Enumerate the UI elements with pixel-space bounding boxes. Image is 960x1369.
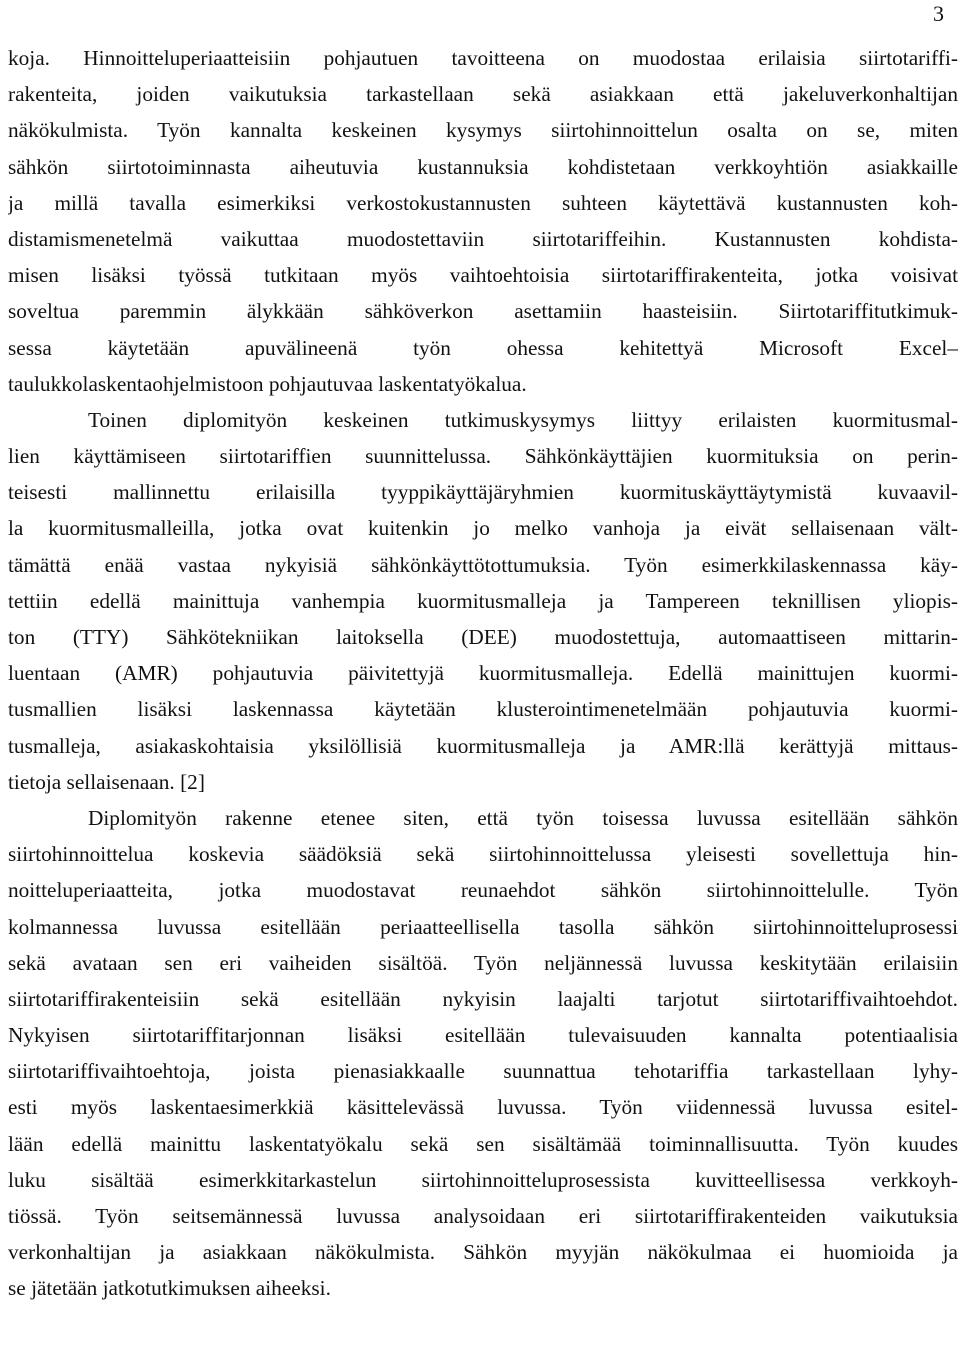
- text-line: kolmannessa luvussa esitellään periaatteellisella tasolla sähkön siirtohinnoitteluprosessi: [8, 914, 958, 939]
- text-line: ja millä tavalla esimerkiksi verkostokustannusten suhteen käytettävä kustannusten koh-: [8, 190, 958, 215]
- text-line: la kuormitusmalleilla, jotka ovat kuitenkin jo melko vanhoja ja eivät sellaisenaan vält-: [8, 516, 958, 541]
- text-line: siirtotariffivaihtoehtoja, joista pienasiakkaalle suunnattua tehotariffia tarkastellaan lyhy-: [8, 1059, 958, 1084]
- text-line: tämättä enää vastaa nykyisiä sähkönkäyttötottumuksia. Työn esimerkkilaskennassa käy-: [8, 552, 958, 577]
- text-line: tusmalleja, asiakaskohtaisia yksilöllisiä kuormitusmalleja ja AMR:llä kerättyjä mittaus-: [8, 733, 958, 758]
- text-line: lään edellä mainittu laskentatyökalu sekä sen sisältämää toiminnallisuutta. Työn kuudes: [8, 1131, 958, 1156]
- text-line: misen lisäksi työssä tutkitaan myös vaihtoehtoisia siirtotariffirakenteita, jotka voisivat: [8, 263, 958, 288]
- page-number: 3: [933, 1, 944, 26]
- text-line: siirtohinnoittelua koskevia säädöksiä sekä siirtohinnoittelussa yleisesti sovellettuja hin-: [8, 842, 958, 867]
- text-line: näkökulmista. Työn kannalta keskeinen kysymys siirtohinnoittelun osalta on se, miten: [8, 118, 958, 143]
- text-line: Diplomityön rakenne etenee siten, että työn toisessa luvussa esitellään sähkön: [88, 805, 958, 830]
- text-line: verkonhaltijan ja asiakkaan näkökulmista. Sähkön myyjän näkökulmaa ei huomioida ja: [8, 1240, 958, 1265]
- text-line: sessa käytetään apuvälineenä työn ohessa kehitettyä Microsoft Excel–: [8, 335, 958, 360]
- text-line: rakenteita, joiden vaikutuksia tarkastellaan sekä asiakkaan että jakeluverkonhaltijan: [8, 82, 958, 107]
- paragraph-load-models: [8, 402, 958, 800]
- document-body: [8, 40, 958, 1307]
- text-line: taulukkolaskentaohjelmistoon pohjautuvaa laskentatyökalua.: [8, 371, 527, 396]
- paragraph-structure: [8, 800, 958, 1307]
- text-line: se jätetään jatkotutkimuksen aiheeksi.: [8, 1276, 331, 1301]
- text-line: luentaan (AMR) pohjautuvia päivitettyjä kuormitusmalleja. Edellä mainittujen kuormi-: [8, 661, 958, 686]
- text-line: tettiin edellä mainittuja vanhempia kuormitusmalleja ja Tampereen teknillisen yliopis-: [8, 588, 958, 613]
- text-line: tiössä. Työn seitsemännessä luvussa analysoidaan eri siirtotariffirakenteiden vaikutuksia: [8, 1204, 958, 1228]
- text-line: sekä avataan sen eri vaiheiden sisältöä. Työn neljännessä luvussa keskitytään erilaisiin: [8, 950, 958, 975]
- text-line: ton (TTY) Sähkötekniikan laitoksella (DEE) muodostettuja, automaattiseen mittarin-: [8, 625, 958, 649]
- text-line: distamismenetelmä vaikuttaa muodostettaviin siirtotariffeihin. Kustannusten kohdista-: [8, 226, 958, 251]
- text-line: tusmallien lisäksi laskennassa käytetään klusterointimenetelmään pohjautuvia kuormi-: [8, 697, 958, 722]
- text-line: teisesti mallinnettu erilaisilla tyyppikäyttäjäryhmien kuormituskäyttäytymistä kuvaavil-: [8, 480, 958, 505]
- text-line: Toinen diplomityön keskeinen tutkimuskysymys liittyy erilaisten kuormitusmal-: [88, 407, 958, 432]
- text-line: noitteluperiaatteita, jotka muodostavat reunaehdot sähkön siirtohinnoittelulle. Työn: [8, 878, 958, 903]
- text-line: koja. Hinnoitteluperiaatteisiin pohjautuen tavoitteena on muodostaa erilaisia siirtotariffi-: [8, 46, 958, 70]
- text-line: esti myös laskentaesimerkkiä käsittelevässä luvussa. Työn viidennessä luvussa esitel-: [8, 1095, 958, 1120]
- text-line: luku sisältää esimerkkitarkastelun siirtohinnoitteluprosessista kuvitteellisessa verkkoyh-: [8, 1167, 958, 1192]
- paragraph-intro: [8, 40, 958, 402]
- text-line: tietoja sellaisenaan. [2]: [8, 769, 205, 794]
- text-line: sähkön siirtotoiminnasta aiheutuvia kustannuksia kohdistetaan verkkoyhtiön asiakkaille: [8, 154, 958, 179]
- text-line: lien käyttämiseen siirtotariffien suunnittelussa. Sähkönkäyttäjien kuormituksia on perin-: [8, 444, 958, 469]
- text-line: siirtotariffirakenteisiin sekä esitellään nykyisin laajalti tarjotut siirtotariffivaihtoehdot.: [8, 986, 958, 1011]
- text-line: Nykyisen siirtotariffitarjonnan lisäksi esitellään tulevaisuuden kannalta potentiaalisia: [8, 1023, 958, 1048]
- text-line: soveltua paremmin älykkään sähköverkon asettamiin haasteisiin. Siirtotariffitutkimuk-: [8, 299, 958, 324]
